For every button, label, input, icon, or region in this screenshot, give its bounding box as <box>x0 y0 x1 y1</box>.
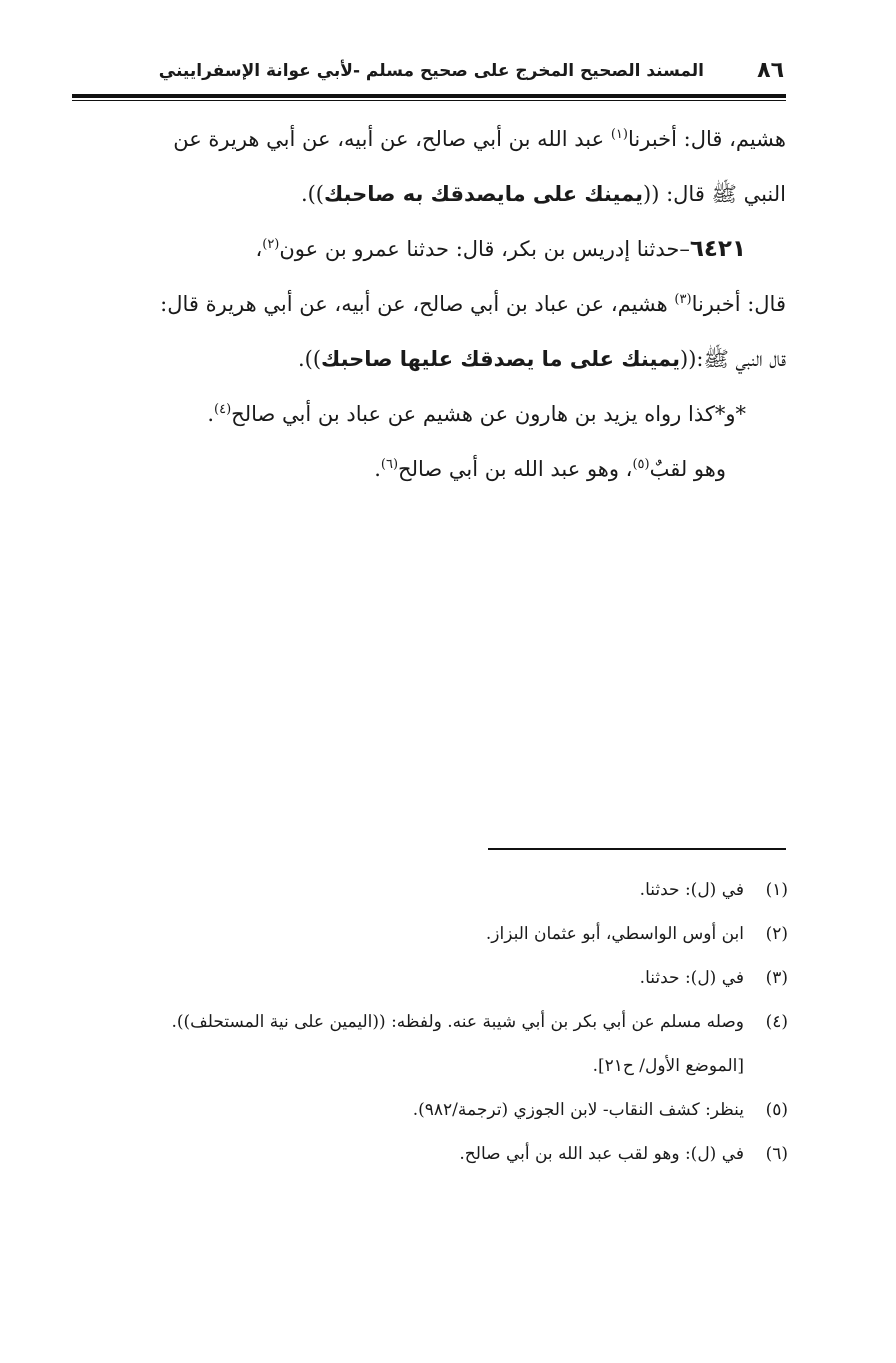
footnote-ref[interactable]: (٣) <box>674 292 692 307</box>
text-line: ٦٤٢١–حدثنا إدريس بن بكر، قال: حدثنا عمرو بن عون$^{(٢)}$، <box>255 236 746 262</box>
text-line: هشيم، قال: أخبرنا$^{(١)}$ عبد الله بن أبي صالح، عن أبيه، عن أبي هريرة عن <box>173 127 786 151</box>
footnote-item <box>60 1000 788 1088</box>
footnote-text: وصله مسلم عن أبي بكر بن أبي شيبة عنه. ولفظه: ((اليمين على نية المستحلف)). <box>171 1012 744 1032</box>
footnote-text-continued: [الموضع الأول/ ح٢١]. <box>592 1056 744 1076</box>
footnote-number: (٣) <box>765 968 788 988</box>
footnote-number: (٢) <box>765 924 788 944</box>
text-line: قال النبي ﷺ:((يمينك على ما يصدقك عليها صاحبك)). <box>297 347 786 371</box>
footnote-number: (٤) <box>765 1012 788 1032</box>
main-text <box>72 112 786 497</box>
header-rule-thick <box>72 94 786 98</box>
footnote-item <box>60 1088 788 1132</box>
page-header <box>72 56 786 92</box>
footnote-ref[interactable]: (٢) <box>262 237 280 252</box>
text-line: قال: أخبرنا$^{(٣)}$ هشيم، عن عباد بن أبي صالح، عن أبيه، عن أبي هريرة قال: <box>160 292 786 316</box>
footnote-ref[interactable]: (٥) <box>632 457 650 472</box>
hadith-matn: يمينك على ما يصدقك عليها صاحبك <box>321 347 681 371</box>
footnote-number: (٥) <box>765 1100 788 1120</box>
footnote-text: ابن أوس الواسطي، أبو عثمان البزاز. <box>485 924 744 944</box>
footnote-item <box>60 868 788 912</box>
footnote-ref[interactable]: (١) <box>610 127 628 142</box>
footnote-number: (١) <box>765 880 788 900</box>
footnote-item <box>60 1132 788 1176</box>
footnote-text: في (ل): حدثنا. <box>639 880 744 900</box>
text-line: *و*كذا رواه يزيد بن هارون عن هشيم عن عباد بن أبي صالح$^{(٤)}$. <box>207 402 746 426</box>
footnote-text: في (ل): وهو لقب عبد الله بن أبي صالح. <box>459 1144 744 1164</box>
running-title: المسند الصحيح المخرج على صحيح مسلم -لأبي عوانة الإسفراييني <box>158 61 704 81</box>
footnote-number: (٦) <box>765 1144 788 1164</box>
footnote-ref[interactable]: (٤) <box>214 402 232 417</box>
hadith-number: ٦٤٢١ <box>689 236 746 262</box>
footnote-item <box>60 956 788 1000</box>
hadith-matn: يمينك على مايصدقك به صاحبك <box>324 182 644 206</box>
footnotes <box>60 868 788 1176</box>
header-rule-thin <box>72 100 786 101</box>
footnote-separator <box>488 848 786 850</box>
footnote-text: في (ل): حدثنا. <box>639 968 744 988</box>
text-line: النبي ﷺ قال: ((يمينك على مايصدقك به صاحبك)). <box>300 182 786 206</box>
text-line: وهو لقبٌ$^{(٥)}$، وهو عبد الله بن أبي صالح$^{(٦)}$. <box>374 457 726 481</box>
footnote-ref[interactable]: (٦) <box>380 457 399 472</box>
footnote-text: ينظر: كشف النقاب- لابن الجوزي (ترجمة/٩٨٢). <box>412 1100 744 1120</box>
footnote-item <box>60 912 788 956</box>
page-number: ٨٦ <box>757 58 784 83</box>
